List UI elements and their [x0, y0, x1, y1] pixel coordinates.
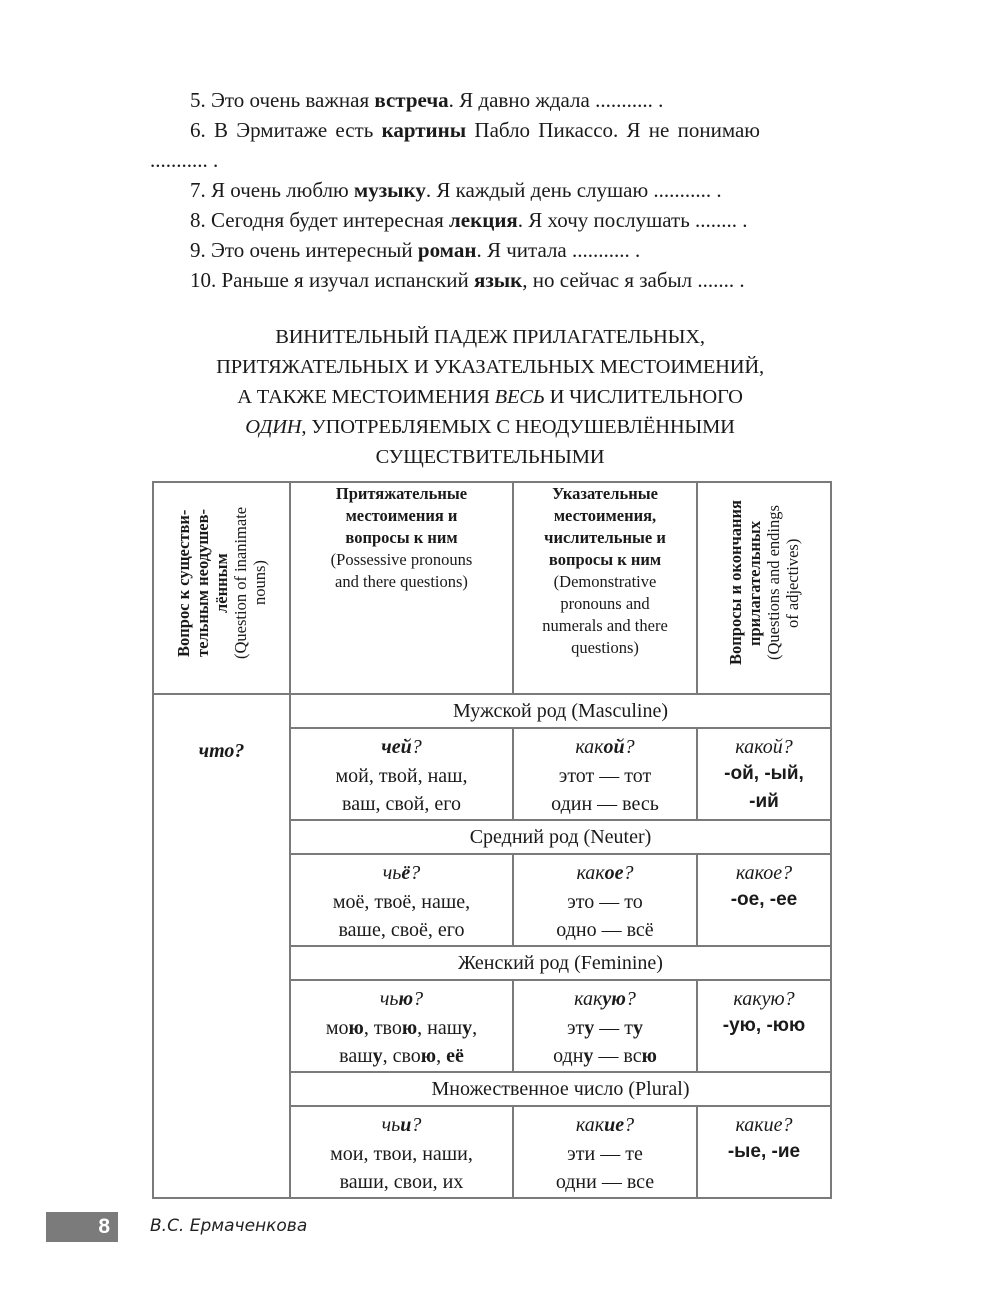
exercise-6-continuation: ........... . [150, 148, 219, 172]
header-possessive: Притяжательные местоимения и вопросы к ним (Possessive pronouns and there questions) [290, 482, 513, 694]
possessive-cell: чью? мою, твою, нашу, вашу, свою, её [290, 980, 513, 1072]
demonstrative-cell: какое? это — то одно — всё [513, 854, 697, 946]
possessive-question: чей? [381, 736, 422, 758]
bold-word: картины [381, 118, 467, 142]
noun-question-cell: что? [153, 694, 290, 1198]
exercise-6: 6. В Эрмитаже есть картины Пабло Пикассо. Я не понимаю [190, 118, 760, 142]
table-header-row [153, 482, 831, 694]
demonstrative-cell: какие? эти — те одни — все [513, 1106, 697, 1198]
page-number-box [46, 1212, 118, 1242]
adjective-cell: какие? -ые, -ие [697, 1106, 831, 1198]
page-number: 8 [98, 1215, 110, 1238]
demonstrative-cell: какую? эту — ту одну — всю [513, 980, 697, 1072]
adjective-cell: какую? -ую, -юю [697, 980, 831, 1072]
section-title: ВИНИТЕЛЬНЫЙ ПАДЕЖ ПРИЛАГАТЕЛЬНЫХ, ПРИТЯЖАТЕЛЬНЫХ И УКАЗАТЕЛЬНЫХ МЕСТОИМЕНИЙ, А ТАКЖЕ МЕСТОИМЕНИЯ ВЕСЬ И ЧИСЛИТЕЛЬНОГО ОДИН, УПОТРЕБЛЯЕМЫХ С НЕОДУШЕВЛЁННЫМИ СУЩЕСТВИТЕЛЬНЫМИ [216, 326, 764, 468]
header-adjectives: Вопросы и окончания прилагательных (Questions and endings of adjectives) [697, 482, 831, 694]
header-noun-question: Вопрос к существи- тельным неодушев- лённым (Question of inanimate nouns) [153, 482, 290, 694]
grammar-table [152, 481, 832, 1199]
gender-label: Множественное число (Plural) [290, 1072, 831, 1106]
gender-label: Средний род (Neuter) [290, 820, 831, 854]
bold-word: язык [473, 268, 523, 292]
bold-word: лекция [449, 208, 518, 232]
exercise-7: 7. Я очень люблю музыку. Я каждый день слушаю ........... . [190, 178, 722, 202]
adjective-cell: какое? -ое, -ее [697, 854, 831, 946]
exercise-5: 5. Это очень важная встреча. Я давно ждала ........... . [190, 88, 664, 112]
exercise-9: 9. Это очень интересный роман. Я читала ........... . [190, 238, 641, 262]
gender-label: Женский род (Feminine) [290, 946, 831, 980]
possessive-cell: чей? мой, твой, наш, ваш, свой, его [290, 728, 513, 820]
possessive-cell: чьи? мои, твои, наши, ваши, свои, их [290, 1106, 513, 1198]
exercise-8: 8. Сегодня будет интересная лекция. Я хочу послушать ........ . [190, 208, 748, 232]
gender-row-masculine [153, 694, 831, 728]
bold-word: музыку [353, 178, 426, 202]
bold-word: роман [417, 238, 477, 262]
header-demonstrative: Указательные местоимения, числительные и вопросы к ним (Demonstrative pronouns and numerals and there questions) [513, 482, 697, 694]
adjective-cell: какой? -ой, -ый, -ий [697, 728, 831, 820]
demonstrative-cell: какой? этот — тот один — весь [513, 728, 697, 820]
demonstrative-question: какой? [575, 736, 635, 758]
possessive-cell: чьё? моё, твоё, наше, ваше, своё, его [290, 854, 513, 946]
author-name: В.С. Ермаченкова [150, 1216, 308, 1236]
exercise-10: 10. Раньше я изучал испанский язык, но сейчас я забыл ....... . [190, 268, 745, 292]
gender-label: Мужской род (Masculine) [290, 694, 831, 728]
bold-word: встреча [374, 88, 449, 112]
